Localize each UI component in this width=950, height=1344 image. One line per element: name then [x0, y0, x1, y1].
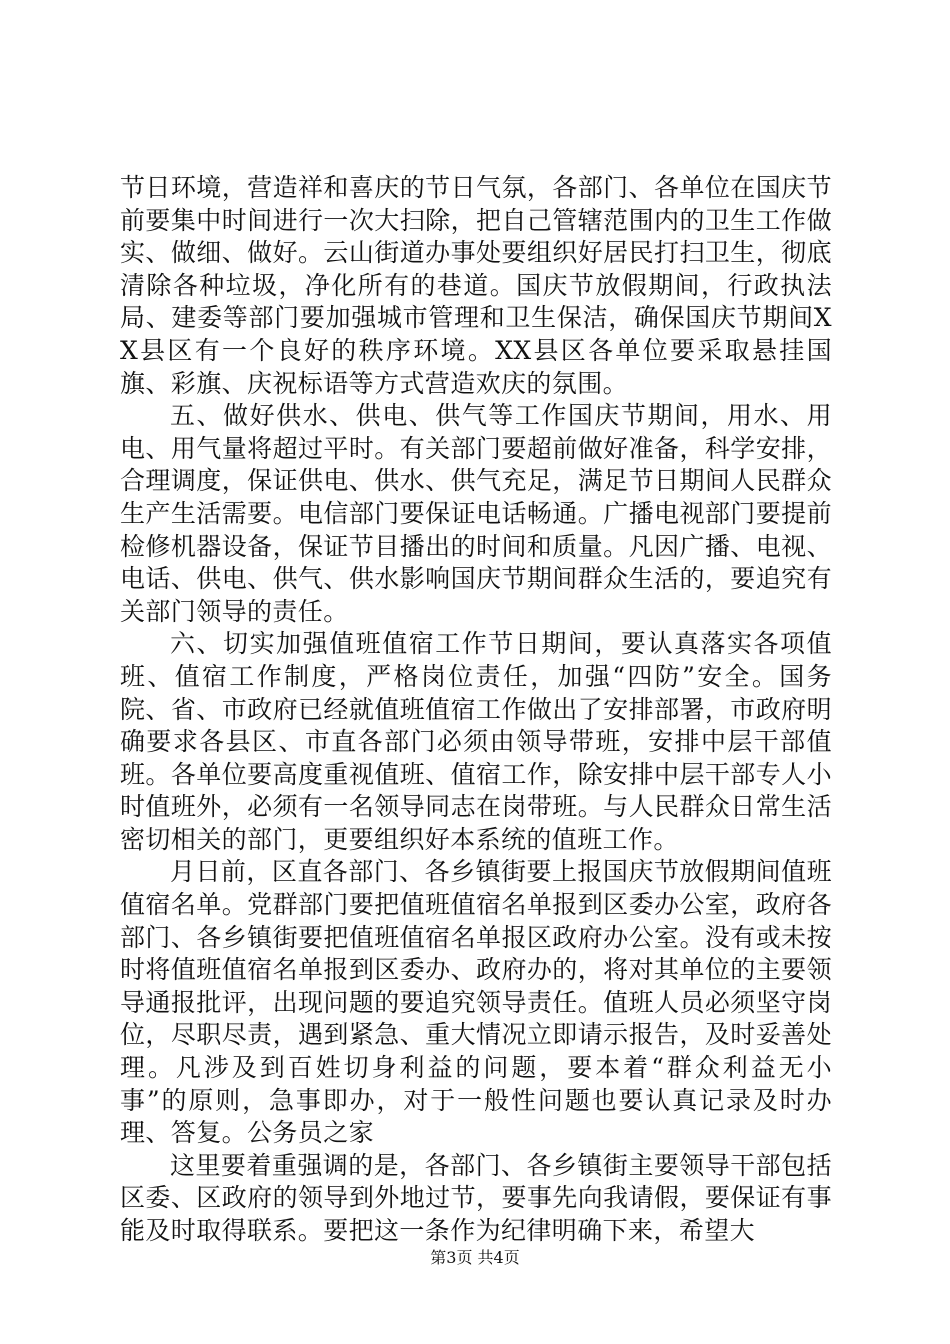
paragraph-4: 月日前，区直各部门、各乡镇街要上报国庆节放假期间值班值宿名单。党群部门要把值班值宿名单报到区委办公室，政府各部门、各乡镇街要把值班值宿名单报区政府办公室。没有或未按时将值班值宿名单报到区委办、政府办的，将对其单位的主要领导通报批评，出现问题的要追究领导责任。值班人员必须坚守岗位，尽职尽责，遇到紧急、重大情况立即请示报告，及时妥善处理。凡涉及到百姓切身利益的问题，要本着“群众利益无小事”的原则，急事即办，对于一般性问题也要认真记录及时办理、答复。公务员之家	[120, 857, 832, 1148]
paragraph-2: 五、做好供水、供电、供气等工作国庆节期间，用水、用电、用气量将超过平时。有关部门要超前做好准备，科学安排，合理调度，保证供电、供水、供气充足，满足节日期间人民群众生产生活需要。电信部门要保证电话畅通。广播电视部门要提前检修机器设备，保证节目播出的时间和质量。凡因广播、电视、电话、供电、供气、供水影响国庆节期间群众生活的，要追究有关部门领导的责任。	[120, 401, 832, 626]
document-body	[120, 172, 832, 1248]
paragraph-3: 六、切实加强值班值宿工作节日期间，要认真落实各项值班、值宿工作制度，严格岗位责任，加强“四防”安全。国务院、省、市政府已经就值班值宿工作做出了安排部署，市政府明确要求各县区、市直各部门必须由领导带班，安排中层干部值班。各单位要高度重视值班、值宿工作，除安排中层干部专人小时值班外，必须有一名领导同志在岗带班。与人民群众日常生活密切相关的部门，更要组织好本系统的值班工作。	[120, 629, 832, 854]
page-footer: 第3页 共4页	[430, 1248, 520, 1267]
paragraph-1: 节日环境，营造祥和喜庆的节日气氛，各部门、各单位在国庆节前要集中时间进行一次大扫除，把自己管辖范围内的卫生工作做实、做细、做好。云山街道办事处要组织好居民打扫卫生，彻底清除各种垃圾，净化所有的巷道。国庆节放假期间，行政执法局、建委等部门要加强城市管理和卫生保洁，确保国庆节期间XX县区有一个良好的秩序环境。XX县区各单位要采取悬挂国旗、彩旗、庆祝标语等方式营造欢庆的氛围。	[120, 173, 832, 398]
paragraph-5: 这里要着重强调的是，各部门、各乡镇街主要领导干部包括区委、区政府的领导到外地过节，要事先向我请假，要保证有事能及时取得联系。要把这一条作为纪律明确下来，希望大	[120, 1150, 832, 1245]
